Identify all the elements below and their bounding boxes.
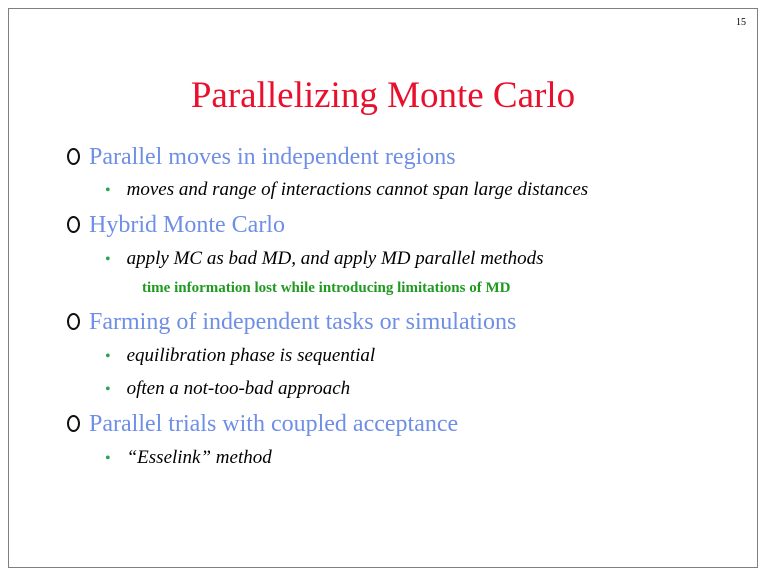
bullet-text: Parallel trials with coupled acceptance <box>89 411 459 437</box>
bullet-text: moves and range of interactions cannot span large distances <box>126 179 589 200</box>
bullet-level1 <box>67 145 456 169</box>
dot-bullet-icon: • <box>105 182 111 199</box>
dot-bullet-icon: • <box>105 251 111 268</box>
ring-bullet-icon <box>67 148 80 165</box>
dot-bullet-icon: • <box>105 381 111 398</box>
bullet-text: Parallel moves in independent regions <box>89 144 456 170</box>
bullet-text: equilibration phase is sequential <box>126 345 376 366</box>
bullet-text: Hybrid Monte Carlo <box>89 212 285 238</box>
bullet-level2 <box>105 379 350 398</box>
bullet-level2 <box>105 346 375 365</box>
ring-bullet-icon <box>67 313 80 330</box>
bullet-text: Farming of independent tasks or simulations <box>89 309 517 335</box>
slide-content <box>9 9 757 567</box>
bullet-level1 <box>67 412 458 436</box>
page-number: 15 <box>736 17 746 28</box>
bullet-level1 <box>67 213 285 237</box>
bullet-level2 <box>105 448 272 467</box>
bullet-level2 <box>105 180 588 199</box>
bullet-text: often a not-too-bad approach <box>126 378 351 399</box>
bullet-text: “Esselink” method <box>126 447 272 468</box>
ring-bullet-icon <box>67 216 80 233</box>
ring-bullet-icon <box>67 415 80 432</box>
bullet-level1 <box>67 310 516 334</box>
dot-bullet-icon: • <box>105 348 111 365</box>
dot-bullet-icon: • <box>105 450 111 467</box>
slide-title: Parallelizing Monte Carlo <box>190 75 576 116</box>
slide <box>8 8 758 568</box>
bullet-text: apply MC as bad MD, and apply MD parallel methods <box>126 248 544 269</box>
bullet-text: time information lost while introducing limitations of MD <box>142 280 511 296</box>
bullet-level3 <box>142 281 510 296</box>
bullet-level2 <box>105 249 544 268</box>
